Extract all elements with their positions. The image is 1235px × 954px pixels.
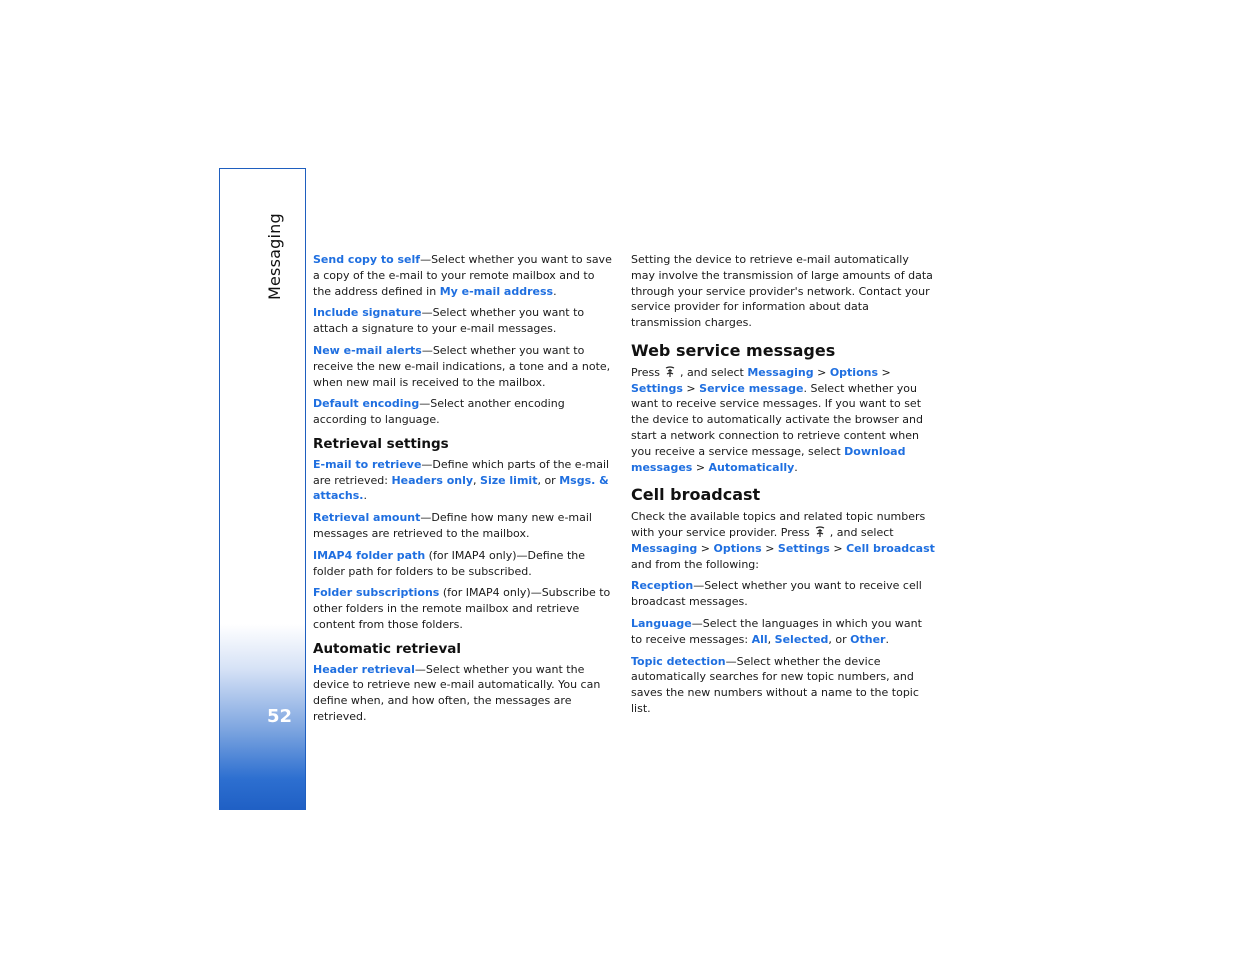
link-send-copy[interactable]: Send copy to self [313,253,421,266]
link-reception[interactable]: Reception [631,579,694,593]
text: , or [537,473,560,487]
link-folder-subscriptions[interactable]: Folder subscriptions [313,586,440,600]
text: —Select another encoding according to language. [313,397,565,427]
text: , or [828,632,851,646]
link-settings[interactable]: Settings [631,381,683,395]
text: > [682,381,700,395]
link-default-encoding[interactable]: Default encoding [313,397,420,411]
text: —Select whether you want to save a copy of the e-mail to your remote mailbox and to the address defined in [313,253,612,298]
link-imap4-folder-path[interactable]: IMAP4 folder path [313,548,426,562]
text: > [697,541,714,555]
text: > [829,541,847,555]
menu-key-icon [813,526,827,538]
text: (for IMAP4 only)—Define the folder path for folders to be subscribed. [313,548,585,578]
paragraph-header-retrieval [313,662,613,725]
link-my-email-address[interactable]: My e-mail address [439,284,554,298]
paragraph-send-copy [313,252,613,299]
link-options[interactable]: Options [829,365,879,379]
paragraph-email-retrieve [313,457,613,504]
text: > [878,365,891,379]
link-include-signature[interactable]: Include signature [313,306,422,320]
right-column [631,252,936,723]
link-selected[interactable]: Selected [774,632,829,646]
heading-automatic-retrieval: Automatic retrieval [313,640,461,657]
menu-key-icon [663,366,677,378]
text: (for IMAP4 only)—Subscribe to other folders in the remote mailbox and retrieve content from those folders. [313,586,611,631]
link-size-limit[interactable]: Size limit [480,473,538,487]
text: . Select whether you want to receive service messages. If you want to set the device to automatically activate the browser and start a network connection to retrieve content when you receive a service message, select [631,381,923,458]
paragraph-cell-intro [631,509,936,572]
paragraph-folder-subscriptions [313,585,613,632]
link-headers-only[interactable]: Headers only [391,473,474,487]
text: , [473,473,481,487]
text: Check the available topics and related topic numbers with your service provider. Press [631,510,926,539]
text: . [363,489,367,503]
text: . [553,284,557,298]
text: Press [631,365,660,379]
heading-retrieval-settings: Retrieval settings [313,435,449,452]
link-retrieval-amount[interactable]: Retrieval amount [313,511,421,525]
link-automatically[interactable]: Automatically [708,460,795,474]
text: —Select whether you want to receive cell broadcast messages. [631,579,922,609]
link-messaging-2[interactable]: Messaging [631,541,698,555]
paragraph-new-alerts [313,343,613,390]
text: —Select whether you want the device to retrieve new e-mail automatically. You can define when, and how often, the messages are retrieved. [313,662,601,723]
paragraph-default-encoding [313,396,613,428]
link-messaging[interactable]: Messaging [747,365,814,379]
text: , [767,632,775,646]
paragraph-include-signature [313,305,613,337]
text: —Define how many new e-mail messages are retrieved to the mailbox. [313,511,592,540]
link-language[interactable]: Language [631,616,692,630]
text: —Select whether you want to receive the new e-mail indications, a tone and a note, when new mail is received to the mailbox. [313,343,611,389]
text: and from the following: [631,557,759,571]
link-header-retrieval[interactable]: Header retrieval [313,662,415,676]
text: —Select whether the device automatically searches for new topic numbers, and saves the new numbers without a name to the topic list. [631,654,919,715]
paragraph-reception [631,578,936,610]
paragraph-retrieval-amount [313,510,613,542]
left-column [313,252,613,731]
link-topic-detection[interactable]: Topic detection [631,654,726,668]
text: —Select the languages in which you want to receive messages: [631,616,922,646]
paragraph-auto-retrieve-note: Setting the device to retrieve e-mail automatically may involve the transmission of large amounts of data through your service provider's network. Contact your service provider for information about data transmission charges. [631,253,933,330]
text: > [813,365,830,379]
link-cell-broadcast[interactable]: Cell broadcast [846,541,935,555]
text: > [692,460,709,474]
sidebar-tab [219,168,306,810]
text: . [885,632,889,646]
text: —Define which parts of the e-mail are retrieved: [313,457,610,487]
link-settings-2[interactable]: Settings [777,541,830,555]
paragraph-web-service [631,365,936,476]
link-all[interactable]: All [751,632,768,646]
link-other[interactable]: Other [850,632,886,646]
link-download-messages[interactable]: Download messages [631,444,906,474]
text: , and select [829,525,894,539]
text: . [794,460,798,474]
text: > [761,541,778,555]
paragraph-topic-detection [631,654,936,717]
link-new-email-alerts[interactable]: New e-mail alerts [313,343,422,357]
paragraph-language [631,616,936,648]
page-number: 52 [267,706,293,727]
heading-web-service-messages: Web service messages [631,340,836,360]
link-msgs-attachs[interactable]: Msgs. & attachs. [313,473,609,503]
section-title: Messaging [265,213,284,300]
link-service-message[interactable]: Service message [699,381,804,395]
link-email-to-retrieve[interactable]: E-mail to retrieve [313,457,422,471]
link-options-2[interactable]: Options [713,541,762,555]
heading-cell-broadcast: Cell broadcast [631,485,761,505]
text: —Select whether you want to attach a signature to your e-mail messages. [313,306,585,336]
text: , and select [679,365,748,379]
paragraph-imap-path [313,548,613,580]
